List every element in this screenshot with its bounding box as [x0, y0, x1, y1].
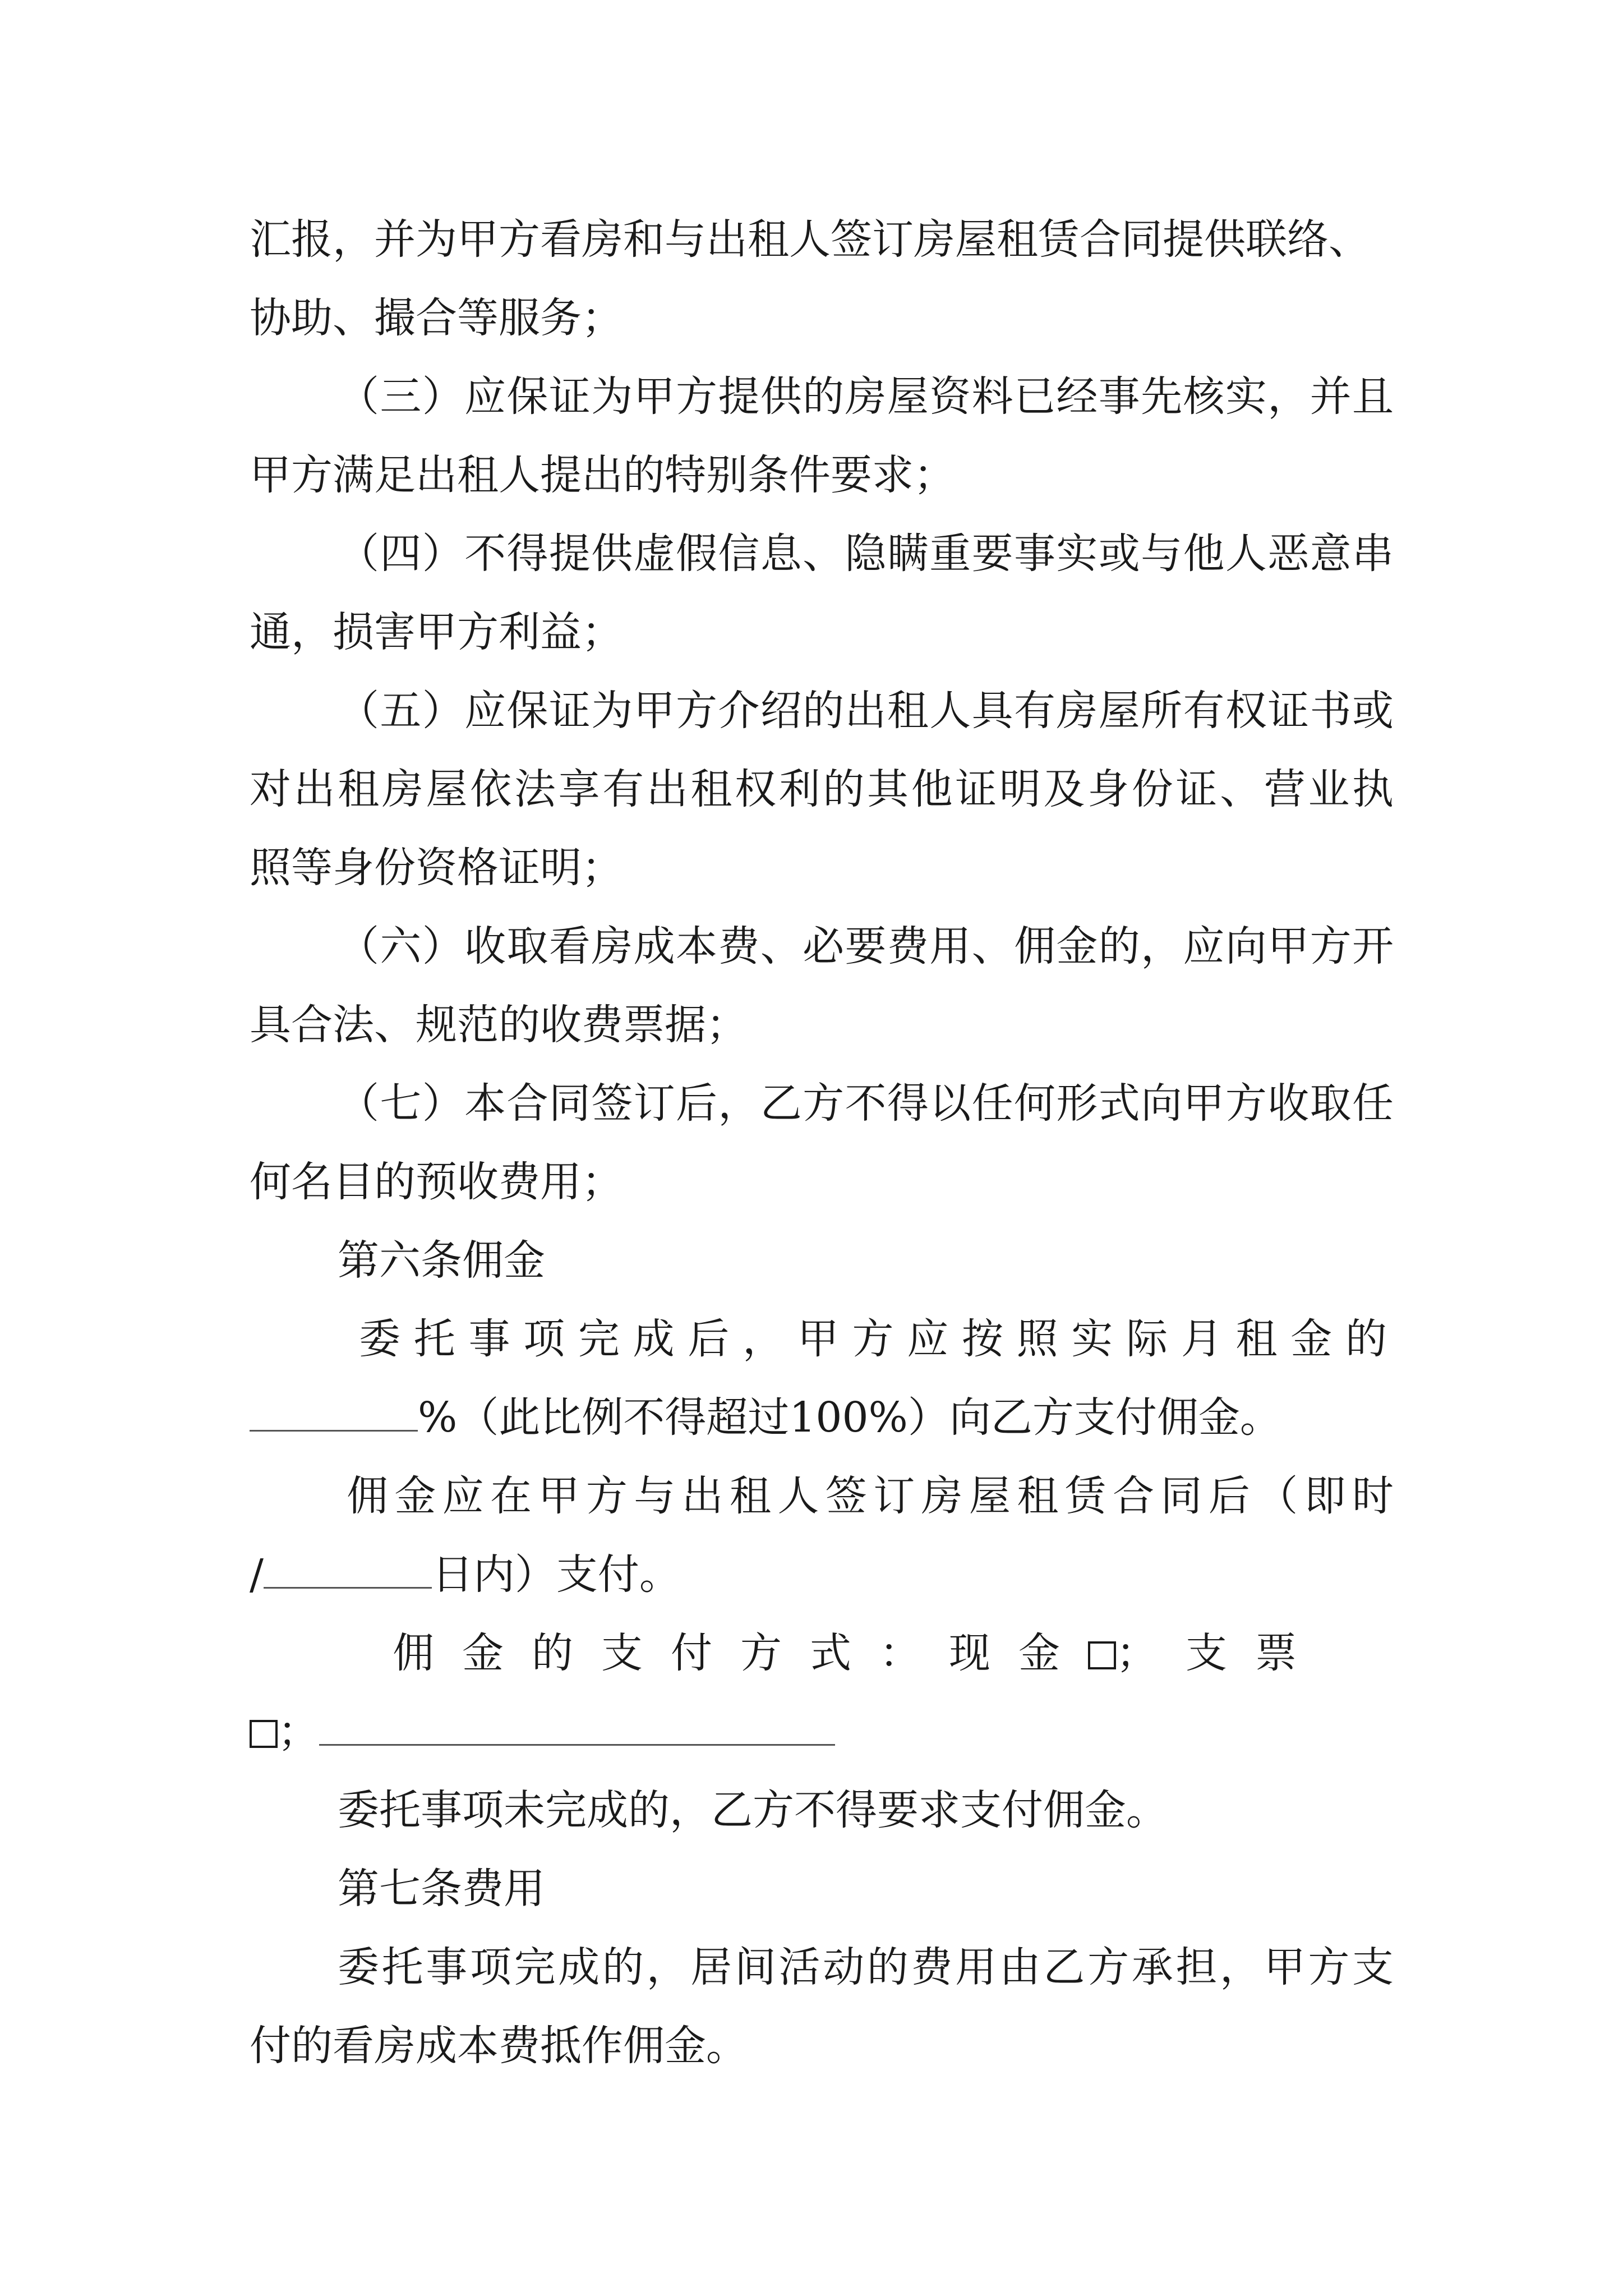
commission-rate-blank — [250, 1430, 418, 1432]
clause-three-line: （三）应保证为甲方提供的房屋资料已经事先核实，并且 — [338, 372, 1394, 421]
cheque-label: ；支票 — [1116, 1629, 1325, 1677]
expenses-line: 委托事项完成的，居间活动的费用由乙方承担，甲方支 — [338, 1943, 1394, 1991]
para-line: 协助、撮合等服务； — [250, 294, 623, 342]
semicolon-text: ； — [278, 1708, 319, 1756]
article-six-heading: 第六条佣金 — [338, 1236, 545, 1285]
payment-method-label: 佣金的支付方式：现金 — [393, 1629, 1088, 1677]
slash-text: / — [250, 1550, 264, 1599]
article-seven-heading: 第七条费用 — [338, 1865, 545, 1913]
para-line: 汇报，并为甲方看房和与出租人签订房屋租赁合同提供联络、 — [250, 215, 1370, 264]
cheque-checkbox[interactable] — [250, 1720, 278, 1748]
payment-days-text: 日内）支付。 — [431, 1550, 681, 1599]
clause-five-line: （五）应保证为甲方介绍的出租人具有房屋所有权证书或 — [338, 687, 1394, 735]
payment-time-line: 佣金应在甲方与出租人签订房屋租赁合同后（即时 — [347, 1472, 1394, 1520]
payment-method-line — [393, 1622, 1394, 1684]
clause-seven-line: （七）本合同签订后，乙方不得以任何形式向甲方收取任 — [338, 1079, 1394, 1128]
para-line: 照等身份资格证明； — [250, 844, 623, 892]
payment-method-line-2 — [250, 1701, 1394, 1763]
payment-days-blank — [264, 1587, 432, 1589]
para-line: 对出租房屋依法享有出租权利的其他证明及身份证、营业执 — [250, 765, 1394, 813]
other-method-blank — [319, 1744, 835, 1746]
clause-four-line: （四）不得提供虚假信息、隐瞒重要事实或与他人恶意串 — [338, 530, 1394, 578]
payment-time-line-2 — [250, 1544, 1394, 1605]
unfinished-commission-line: 委托事项未完成的，乙方不得要求支付佣金。 — [338, 1786, 1168, 1834]
para-line: 何名目的预收费用； — [250, 1158, 623, 1206]
commission-rate-line-2 — [250, 1387, 1394, 1448]
cash-checkbox[interactable] — [1088, 1641, 1116, 1669]
para-line: 甲方满足出租人提出的特别条件要求； — [250, 451, 955, 499]
commission-rate-text: %（此比例不得超过100%）向乙方支付佣金。 — [418, 1393, 1281, 1442]
para-line: 通，损害甲方利益； — [250, 608, 623, 656]
clause-six-line: （六）收取看房成本费、必要费用、佣金的，应向甲方开 — [338, 922, 1394, 970]
commission-rate-line: 委托事项完成后，甲方应按照实际月租金的 — [359, 1315, 1394, 1363]
para-line: 付的看房成本费抵作佣金。 — [250, 2022, 748, 2070]
para-line: 具合法、规范的收费票据； — [250, 1001, 748, 1049]
